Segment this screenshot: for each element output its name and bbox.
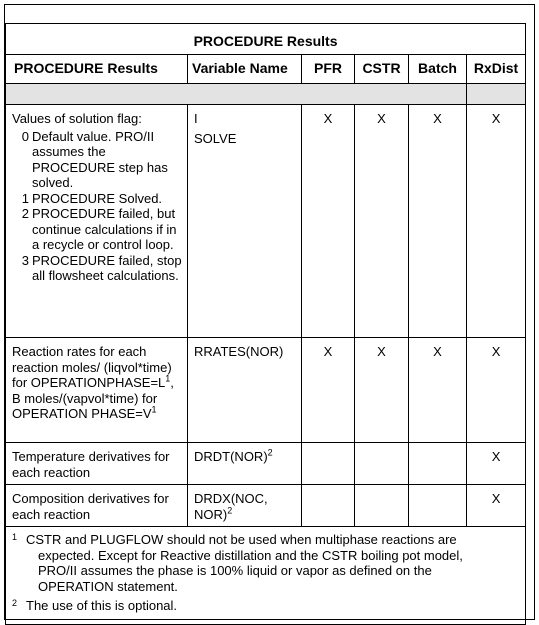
- flag-list: [12, 129, 183, 284]
- variable-cell: [188, 443, 302, 485]
- footnote-mark: 1: [12, 532, 18, 542]
- footnote-text: [26, 598, 521, 614]
- spacer-cell-rxdist: [467, 84, 526, 105]
- flag-item: [12, 206, 183, 253]
- variable-cell: [188, 485, 302, 527]
- description-cell: [6, 338, 188, 443]
- header-pfr: PFR: [302, 55, 355, 84]
- rxdist-mark: X: [467, 338, 526, 443]
- rxdist-mark: X: [467, 443, 526, 485]
- flag-text: Default value. PRO/II assumes the PROCEDURE step has solved.: [32, 128, 168, 190]
- procedure-results-table: [5, 23, 526, 625]
- header-batch: Batch: [409, 55, 467, 84]
- flag-number: 1: [21, 190, 29, 206]
- footnote-ref: 1: [165, 373, 171, 384]
- description-cell: Composition derivatives for each reaction: [6, 485, 188, 527]
- footnote: [12, 532, 521, 594]
- results-table-container: [5, 23, 525, 613]
- header-cstr: CSTR: [355, 55, 409, 84]
- rxdist-mark: X: [467, 105, 526, 338]
- pfr-mark: [302, 443, 355, 485]
- spacer-cell: [6, 84, 467, 105]
- cstr-mark: [355, 443, 409, 485]
- description-cell: [6, 105, 188, 338]
- pfr-mark: [302, 485, 355, 527]
- flag-item: [12, 191, 183, 207]
- footnote: [12, 598, 521, 614]
- table-row-solution-flag: [6, 105, 526, 338]
- row-description: Values of solution flag:: [12, 111, 142, 126]
- flag-text: PROCEDURE failed, stop all flowsheet calculations.: [32, 252, 182, 283]
- variable-name-line: I: [194, 111, 198, 126]
- variable-name: DRDT(NOR): [194, 449, 268, 464]
- batch-mark: X: [409, 338, 467, 443]
- cstr-mark: [355, 485, 409, 527]
- footnote-ref: 2: [267, 447, 273, 458]
- variable-name-line: SOLVE: [194, 130, 237, 146]
- variable-cell: RRATES(NOR): [188, 338, 302, 443]
- footnote-text: [26, 532, 521, 594]
- flag-text: PROCEDURE failed, but continue calculations if in a recycle or control loop.: [32, 206, 177, 252]
- table-row-temperature-derivatives: [6, 443, 526, 485]
- rxdist-mark: X: [467, 485, 526, 527]
- header-description: PROCEDURE Results: [6, 55, 188, 84]
- description-cell: Temperature derivatives for each reaction: [6, 443, 188, 485]
- variable-cell: [188, 105, 302, 338]
- flag-number: 2: [21, 206, 29, 221]
- pfr-mark: X: [302, 105, 355, 338]
- footnotes-row: [6, 527, 526, 625]
- table-row-composition-derivatives: [6, 485, 526, 527]
- flag-number: 3: [21, 252, 29, 268]
- flag-text: PROCEDURE Solved.: [32, 190, 163, 206]
- table-row-reaction-rates: [6, 338, 526, 443]
- footnote-ref: 1: [151, 404, 157, 415]
- flag-item: [12, 253, 183, 284]
- batch-mark: X: [409, 105, 467, 338]
- row-description: , B moles/(vapvol*time) for OPERATION PHASE=V: [12, 375, 174, 421]
- header-variable-name: Variable Name: [188, 55, 302, 84]
- cstr-mark: X: [355, 105, 409, 338]
- row-description: Reaction rates for each reaction moles/ (liqvol*time) for OPERATIONPHASE=L: [12, 344, 172, 390]
- pfr-mark: X: [302, 338, 355, 443]
- header-rxdist: RxDist: [467, 55, 526, 84]
- cstr-mark: X: [355, 338, 409, 443]
- variable-name: DRDX(NOC, NOR): [194, 491, 268, 522]
- footnote-line: OPERATION statement.: [38, 578, 178, 594]
- header-row: [6, 55, 526, 84]
- batch-mark: [409, 485, 467, 527]
- footnote-line: The use of this is optional.: [26, 598, 178, 613]
- footnote-line: PRO/II assumes the phase is 100% liquid or vapor as defined on the: [38, 563, 432, 578]
- footnote-line: CSTR and PLUGFLOW should not be used when multiphase reactions are: [26, 532, 457, 547]
- table-title: PROCEDURE Results: [6, 24, 526, 55]
- flag-number: 0: [21, 128, 29, 144]
- footnote-ref: 2: [227, 505, 233, 516]
- footnote-mark: 2: [12, 598, 18, 608]
- batch-mark: [409, 443, 467, 485]
- footnote-line: expected. Except for Reactive distillation and the CSTR boiling pot model,: [38, 547, 463, 563]
- footnotes-cell: [6, 527, 526, 625]
- spacer-row: [6, 84, 526, 105]
- flag-item: [12, 129, 183, 191]
